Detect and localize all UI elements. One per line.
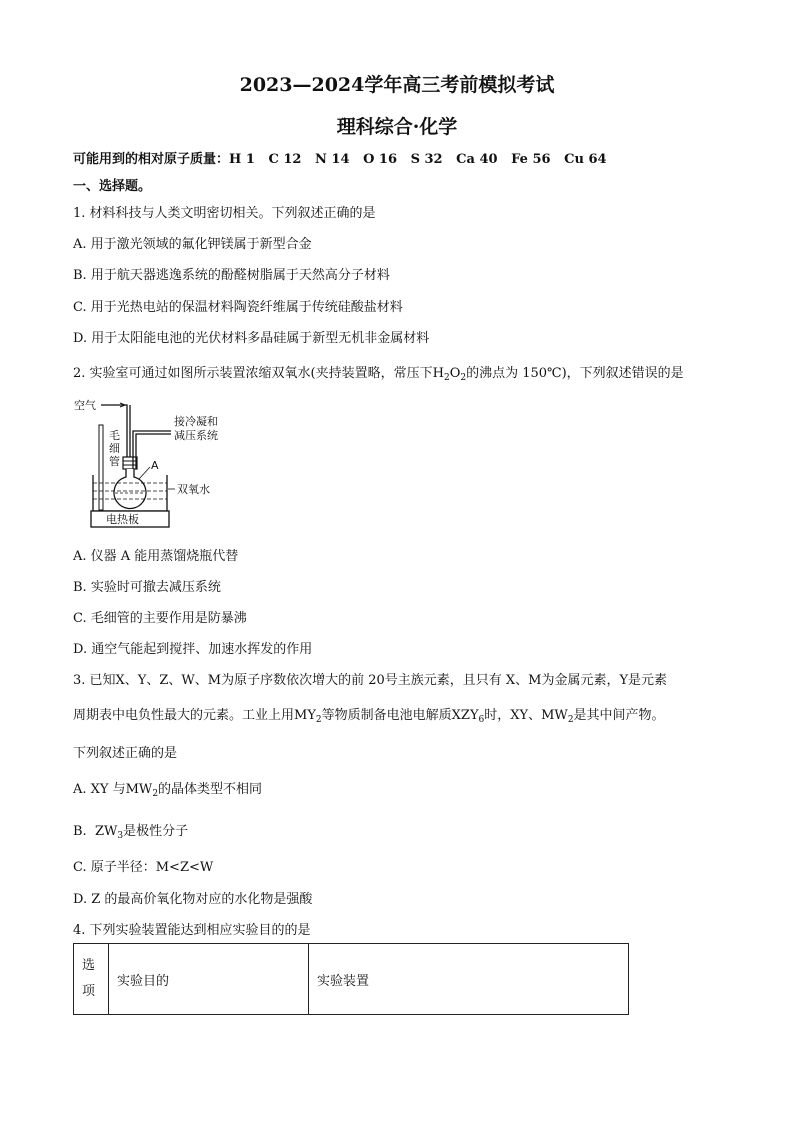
- svg-text:减压系统: 减压系统: [174, 429, 218, 442]
- svg-text:A: A: [151, 459, 159, 472]
- atomic-masses-values: H 1 C 12 N 14 O 16 S 32 Ca 40 Fe 56 Cu 64: [229, 152, 607, 167]
- q3-stem-line1: 3. 已知X、Y、Z、W、M为原子序数依次增大的前 20号主族元素，且只有 X、M为金属元素，Y是元素: [73, 673, 668, 688]
- svg-text:细: 细: [109, 442, 120, 455]
- atomic-masses-label: 可能用到的相对原子质量：: [73, 152, 230, 167]
- q4-table: [73, 943, 629, 1015]
- figure-label-air: 空气: [74, 399, 96, 412]
- q2-option-b: B. 实验时可撤去减压系统: [73, 580, 221, 595]
- h2o2-formula: $H_2O_2$: [432, 366, 467, 383]
- svg-text:接冷凝和: 接冷凝和: [174, 415, 218, 428]
- zw3-formula: $ZW_3$: [94, 824, 124, 841]
- my2-formula: $MY_2$: [294, 708, 322, 725]
- q2-stem: [73, 362, 684, 383]
- svg-text:管: 管: [109, 455, 120, 468]
- svg-text:电热板: 电热板: [106, 513, 139, 526]
- exam-title: 2023—2024学年高三考前模拟考试: [239, 74, 555, 96]
- q2-option-c: C. 毛细管的主要作用是防暴沸: [73, 611, 247, 626]
- q2-stem-text-2: 的沸点为 150℃)，下列叙述错误的是: [466, 366, 684, 381]
- q3-option-b: B. $ZW_3$是极性分子: [73, 824, 189, 841]
- mw2-formula-a: $MW_2$: [125, 782, 159, 799]
- section-heading: 一、选择题。: [73, 179, 152, 194]
- q2-option-d: D. 通空气能起到搅拌、加速水挥发的作用: [73, 642, 313, 657]
- q1-stem: 1. 材料科技与人类文明密切相关。下列叙述正确的是: [73, 206, 376, 221]
- q3-option-a: A. XY 与$MW_2$的晶体类型不相同: [73, 782, 263, 799]
- table-header-apparatus: 实验装置: [309, 944, 629, 1015]
- table-header-option: 选项: [74, 944, 109, 1015]
- q1-option-d: D. 用于太阳能电池的光伏材料多晶硅属于新型无机非金属材料: [73, 331, 430, 346]
- q1-option-a: A. 用于激光领域的氟化钾镁属于新型合金: [73, 237, 312, 252]
- q2-option-a: A. 仪器 A 能用蒸馏烧瓶代替: [73, 549, 239, 564]
- atomic-masses: [73, 148, 607, 167]
- svg-text:双氧水: 双氧水: [177, 483, 210, 496]
- q3-option-d: D. Z 的最高价氧化物对应的水化物是强酸: [73, 892, 313, 907]
- svg-text:毛: 毛: [109, 429, 120, 442]
- q1-option-b: B. 用于航天器逃逸系统的酚醛树脂属于天然高分子材料: [73, 268, 390, 283]
- table-row: [74, 944, 629, 1015]
- q3-stem-line2: 周期表中电负性最大的元素。工业上用$MY_2$等物质制备电池电解质$XZY_6$时，XY、$MW_2$是其中间产物。: [73, 708, 665, 725]
- q3-stem-line3: 下列叙述正确的是: [73, 746, 178, 761]
- table-header-purpose: 实验目的: [109, 944, 309, 1015]
- exam-subtitle: 理科综合·化学: [336, 116, 458, 138]
- q2-stem-text: 2. 实验室可通过如图所示装置浓缩双氧水(夹持装置略，常压下: [73, 366, 433, 381]
- q4-stem: 4. 下列实验装置能达到相应实验目的的是: [73, 923, 311, 938]
- q1-option-c: C. 用于光热电站的保温材料陶瓷纤维属于传统硅酸盐材料: [73, 300, 403, 315]
- q3-option-c: C. 原子半径：M<Z<W: [73, 860, 214, 875]
- xzy6-formula: $XZY_6$: [451, 708, 485, 725]
- distillation-apparatus-figure: [73, 395, 233, 530]
- mw2-formula: $MW_2$: [541, 708, 574, 725]
